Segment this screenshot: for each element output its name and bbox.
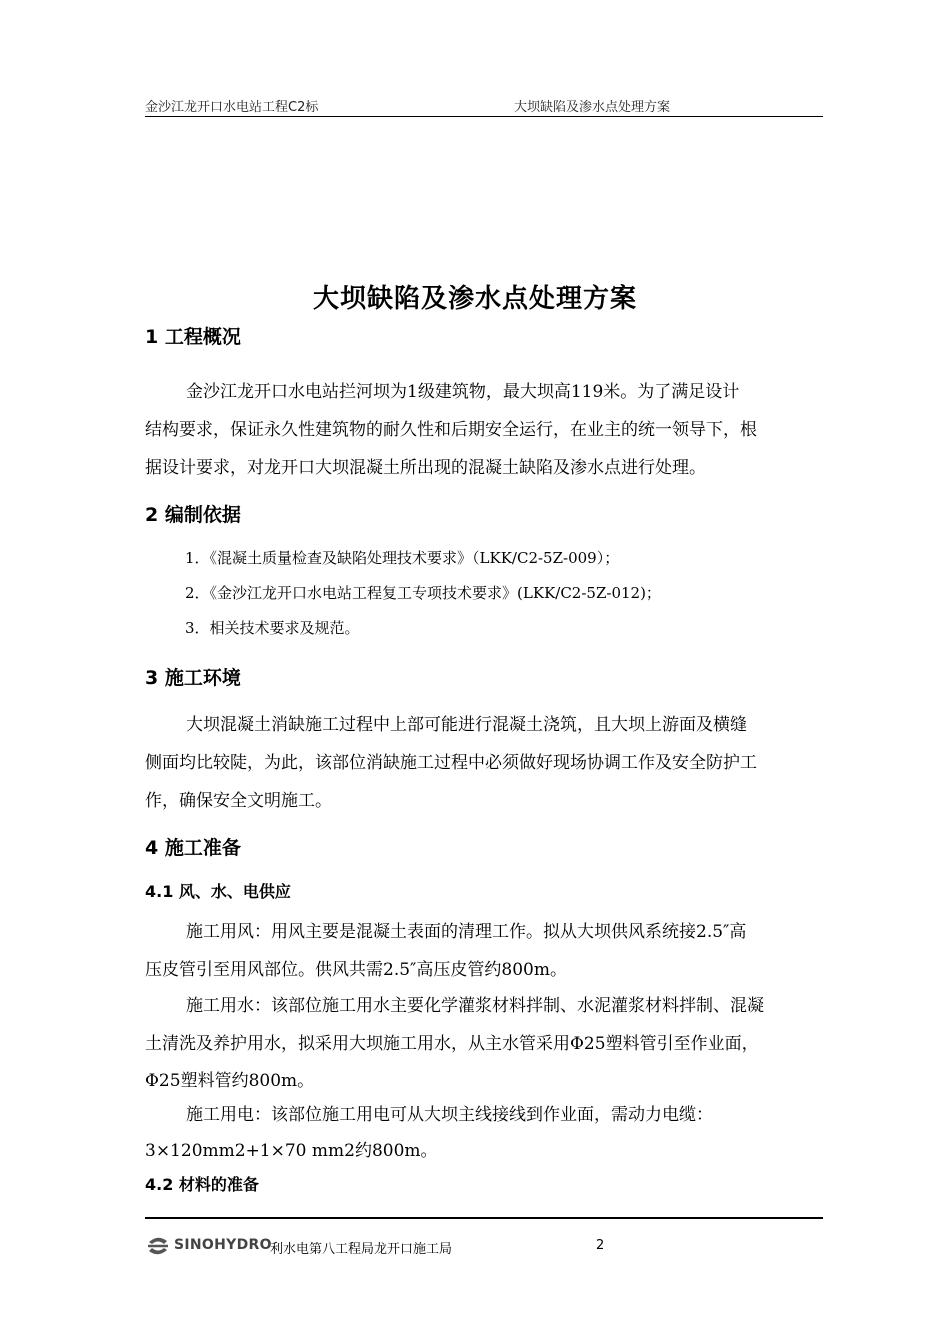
section-3-line: 侧面均比较陡，为此，该部位消缺施工过程中必须做好现场协调工作及安全防护工	[145, 753, 757, 773]
page-number: 2	[596, 1238, 605, 1253]
wind-supply-line: 压皮管引至用风部位。供风共需2.5″高压皮管约800m。	[145, 960, 567, 980]
reference-item: 1．《混凝土质量检查及缺陷处理技术要求》（LKK/C2-5Z-009）；	[185, 549, 620, 567]
subsection-4-1-heading: 4.1 风、水、电供应	[145, 882, 291, 901]
section-1-heading: 1 工程概况	[145, 326, 241, 348]
water-supply-line: 土清洗及养护用水，拟采用大坝施工用水，从主水管采用Φ25塑料管引至作业面，	[145, 1034, 759, 1054]
reference-item: 3．相关技术要求及规范。	[185, 619, 360, 637]
section-3-line: 大坝混凝土消缺施工过程中上部可能进行混凝土浇筑，且大坝上游面及横缝	[186, 715, 747, 735]
section-1-line: 据设计要求，对龙开口大坝混凝土所出现的混凝土缺陷及渗水点进行处理。	[145, 458, 706, 478]
footer-logo-text: SINOHYDRO	[174, 1237, 272, 1253]
section-1-line: 金沙江龙开口水电站拦河坝为1级建筑物，最大坝高119米。为了满足设计	[186, 382, 740, 402]
power-supply-line: 3×120mm2+1×70 mm2约800m。	[145, 1141, 438, 1161]
section-4-heading: 4 施工准备	[145, 837, 241, 859]
section-2-heading: 2 编制依据	[145, 504, 241, 526]
header-rule	[145, 116, 823, 117]
water-supply-line: Φ25塑料管约800m。	[145, 1071, 315, 1091]
water-supply-line: 施工用水：该部位施工用水主要化学灌浆材料拌制、水泥灌浆材料拌制、混凝	[186, 996, 764, 1016]
sinohydro-logo-icon	[145, 1233, 171, 1259]
section-3-heading: 3 施工环境	[145, 667, 241, 689]
power-supply-line: 施工用电：该部位施工用电可从大坝主线接线到作业面，需动力电缆：	[186, 1105, 713, 1125]
header-project: 金沙江龙开口水电站工程C2标	[145, 100, 319, 115]
section-1-line: 结构要求，保证永久性建筑物的耐久性和后期安全运行，在业主的统一领导下，根	[145, 420, 757, 440]
subsection-4-2-heading: 4.2 材料的准备	[145, 1175, 259, 1194]
header-doc-title: 大坝缺陷及渗水点处理方案	[514, 100, 671, 115]
wind-supply-line: 施工用风：用风主要是混凝土表面的清理工作。拟从大坝供风系统接2.5″高	[186, 922, 747, 942]
reference-item: 2．《金沙江龙开口水电站工程复工专项技术要求》(LKK/C2-5Z-012)；	[185, 584, 661, 602]
section-3-line: 作，确保安全文明施工。	[145, 791, 332, 811]
page-title: 大坝缺陷及渗水点处理方案	[312, 284, 637, 314]
footer-rule	[145, 1217, 823, 1219]
footer-organization: 利水电第八工程局龙开口施工局	[270, 1242, 453, 1257]
